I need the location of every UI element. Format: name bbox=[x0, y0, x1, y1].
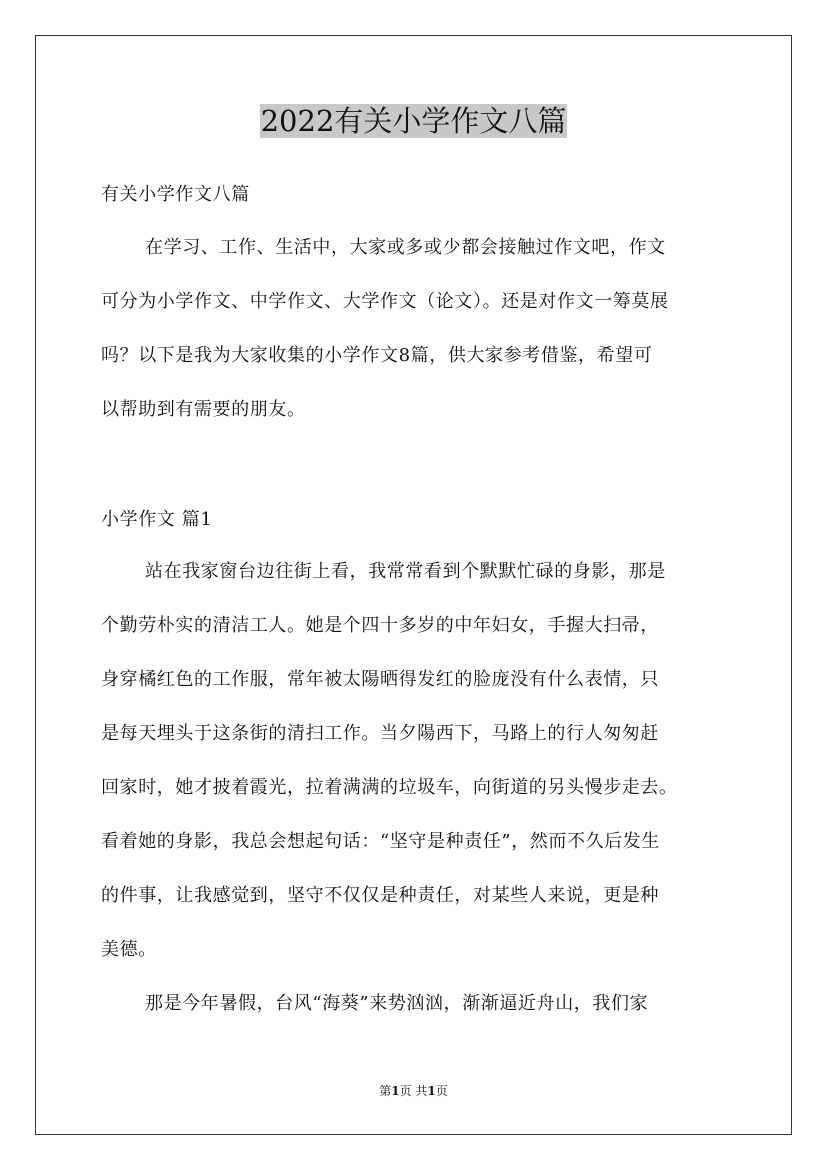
section-paragraph-1 bbox=[101, 545, 727, 977]
document-title-text: 2022有关小学作文八篇 bbox=[260, 104, 567, 138]
section-heading: 小学作文 篇1 bbox=[101, 509, 213, 530]
page-footer bbox=[0, 1082, 827, 1100]
paragraph-line: 美德。 bbox=[101, 939, 157, 960]
paragraph-line: 那是今年暑假，台风“海葵”来势汹汹，渐渐逼近舟山，我们家 bbox=[145, 993, 649, 1014]
footer-page-current: 1 bbox=[391, 1084, 400, 1098]
intro-line: 可分为小学作文、中学作文、大学作文（论文）。还是对作文一筹莫展 bbox=[101, 291, 669, 312]
intro-line: 在学习、工作、生活中，大家或多或少都会接触过作文吧，作文 bbox=[145, 237, 666, 258]
section-paragraph-2 bbox=[101, 977, 727, 1031]
paragraph-line: 个勤劳朴实的清洁工人。她是个四十多岁的中年妇女，手握大扫帚， bbox=[101, 615, 659, 636]
document-title bbox=[0, 101, 827, 141]
footer-suffix: 页 bbox=[435, 1084, 448, 1098]
paragraph-line: 站在我家窗台边往街上看，我常常看到个默默忙碌的身影，那是 bbox=[145, 561, 666, 582]
footer-mid: 页 共 bbox=[399, 1084, 428, 1098]
footer-prefix: 第 bbox=[379, 1084, 392, 1098]
paragraph-line: 回家时，她才披着霞光，拉着满满的垃圾车，向街道的另头慢步走去。 bbox=[101, 777, 678, 798]
paragraph-line: 的件事，让我感觉到，坚守不仅仅是种责任，对某些人来说，更是种 bbox=[101, 885, 659, 906]
intro-paragraph bbox=[101, 221, 727, 437]
footer-page-total: 1 bbox=[427, 1084, 436, 1098]
intro-line: 以帮助到有需要的朋友。 bbox=[101, 399, 306, 420]
intro-line: 吗？以下是我为大家收集的小学作文8篇，供大家参考借鉴，希望可 bbox=[101, 345, 653, 366]
paragraph-line: 看着她的身影，我总会想起句话：“坚守是种责任”，然而不久后发生 bbox=[101, 831, 661, 852]
paragraph-line: 身穿橘红色的工作服，常年被太陽晒得发红的脸庞没有什么表情，只 bbox=[101, 669, 659, 690]
paragraph-line: 是每天埋头于这条街的清扫工作。当夕陽西下，马路上的行人匆匆赶 bbox=[101, 723, 659, 744]
document-subtitle: 有关小学作文八篇 bbox=[101, 184, 250, 205]
